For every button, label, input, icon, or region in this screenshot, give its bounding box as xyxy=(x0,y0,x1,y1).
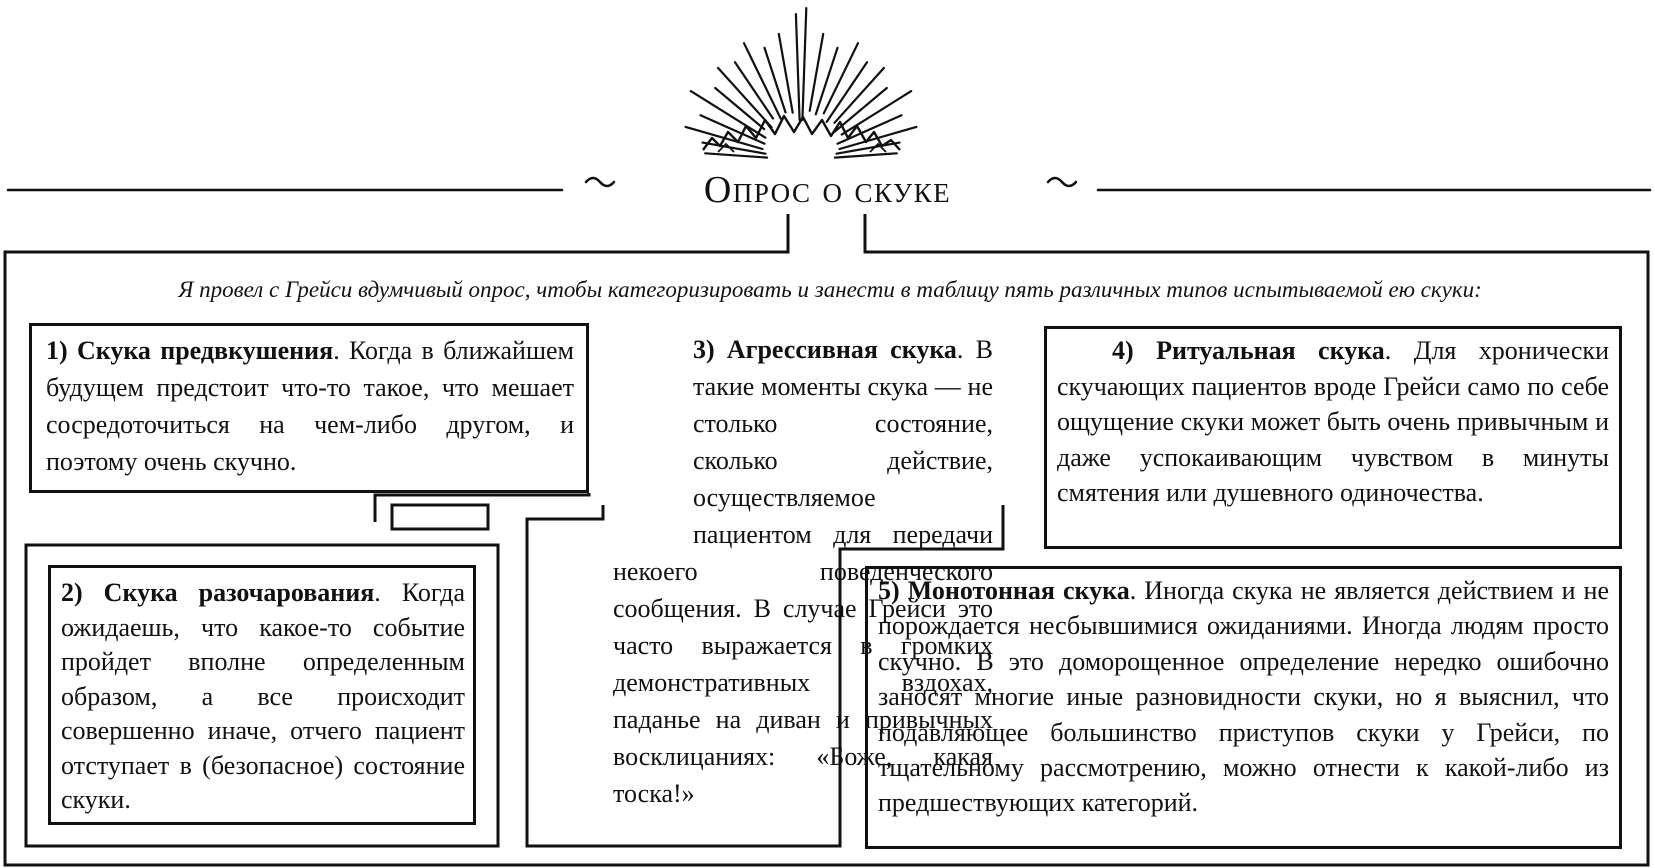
sun-ray xyxy=(703,143,766,154)
type-text: . Для хронически скучающих пациентов вроде Грейси само по себе ощущение скуки может быть очень привычным и даже успокаивающим чувством в минуты смятения или душевного одиночества. xyxy=(1057,336,1609,507)
boredom-type-ritual xyxy=(1044,326,1622,549)
sun-ray xyxy=(827,62,867,122)
sun-ray xyxy=(840,127,917,149)
sun-ray xyxy=(824,43,858,113)
sun-ray xyxy=(835,88,887,132)
page-title: Опрос о скуке xyxy=(703,169,952,211)
sun-ray xyxy=(835,153,897,157)
type-text: . Когда ожидаешь, что какое-то событие пройдет вполне определенным образом, а все происходит совершенно иначе, отчего пациент отступает в (безопасное) состояние скуки. xyxy=(61,578,465,814)
sun-ray xyxy=(842,91,912,135)
sun-ray xyxy=(810,34,824,111)
type-title: 2) Скука разочарования xyxy=(61,578,375,607)
sun-ray xyxy=(715,88,764,129)
sun-ray xyxy=(686,127,763,149)
type-title: 5) Монотонная скука xyxy=(878,576,1130,605)
sun-ray xyxy=(735,62,773,118)
sun-ray xyxy=(802,8,806,120)
sun-ray xyxy=(701,115,765,143)
type-text: . Когда в ближайшем будущем предстоит что-то такое, что мешает сосредоточиться на чем-либо другом, и поэтому очень скучно. xyxy=(46,336,574,476)
sun-rays xyxy=(686,8,917,158)
box1-tab xyxy=(392,505,488,529)
sun-ray xyxy=(816,48,838,115)
sun-ray xyxy=(837,143,900,154)
sun-ray xyxy=(838,115,902,143)
type-title: 1) Скука предвкушения xyxy=(46,336,334,365)
intro-text: Я провел с Грейси вдумчивый опрос, чтобы категоризировать и занести в таблицу пять различных типов испытываемой ею скуки: xyxy=(178,277,1482,302)
type-title: 3) Агрессивная скука xyxy=(693,335,957,364)
boredom-type-monotonous xyxy=(865,566,1622,849)
sun-ray xyxy=(705,153,767,157)
sun-ray xyxy=(835,68,885,123)
type-title: 4) Ритуальная скука xyxy=(1112,336,1385,365)
sun-ray xyxy=(765,48,786,113)
boredom-type-anticipation xyxy=(29,323,589,493)
box1-step xyxy=(375,493,589,522)
sun-ray xyxy=(796,14,800,120)
sun-ray xyxy=(718,68,772,127)
boredom-type-disappointment xyxy=(48,565,476,825)
type-text: . В такие моменты скука — не столько состояние, сколько действие, осуществляемое пациентом для передачи некоего поведенческого сообщения. В случае Грейси это часто выражается в громких демонстративных вздохах, паданье на диван и привычных восклицаниях: «Боже, какая тоска!» xyxy=(613,335,993,808)
sun-ray xyxy=(744,43,781,119)
sun-arc xyxy=(703,116,900,150)
type-text: . Иногда скука не является действием и не порождается несбывшимися ожиданиями. Иногда людям просто скучно. В это доморощенное определение нередко ошибочно заносят многие иные разновидности скуки, но я выяснил, что подавляющее большинство приступов скуки у Грейси, по тщательному рассмотрению, можно отнести к какой-либо из предшествующих категорий. xyxy=(878,576,1609,818)
sun-ray xyxy=(691,91,766,138)
sun-ray xyxy=(779,34,793,113)
